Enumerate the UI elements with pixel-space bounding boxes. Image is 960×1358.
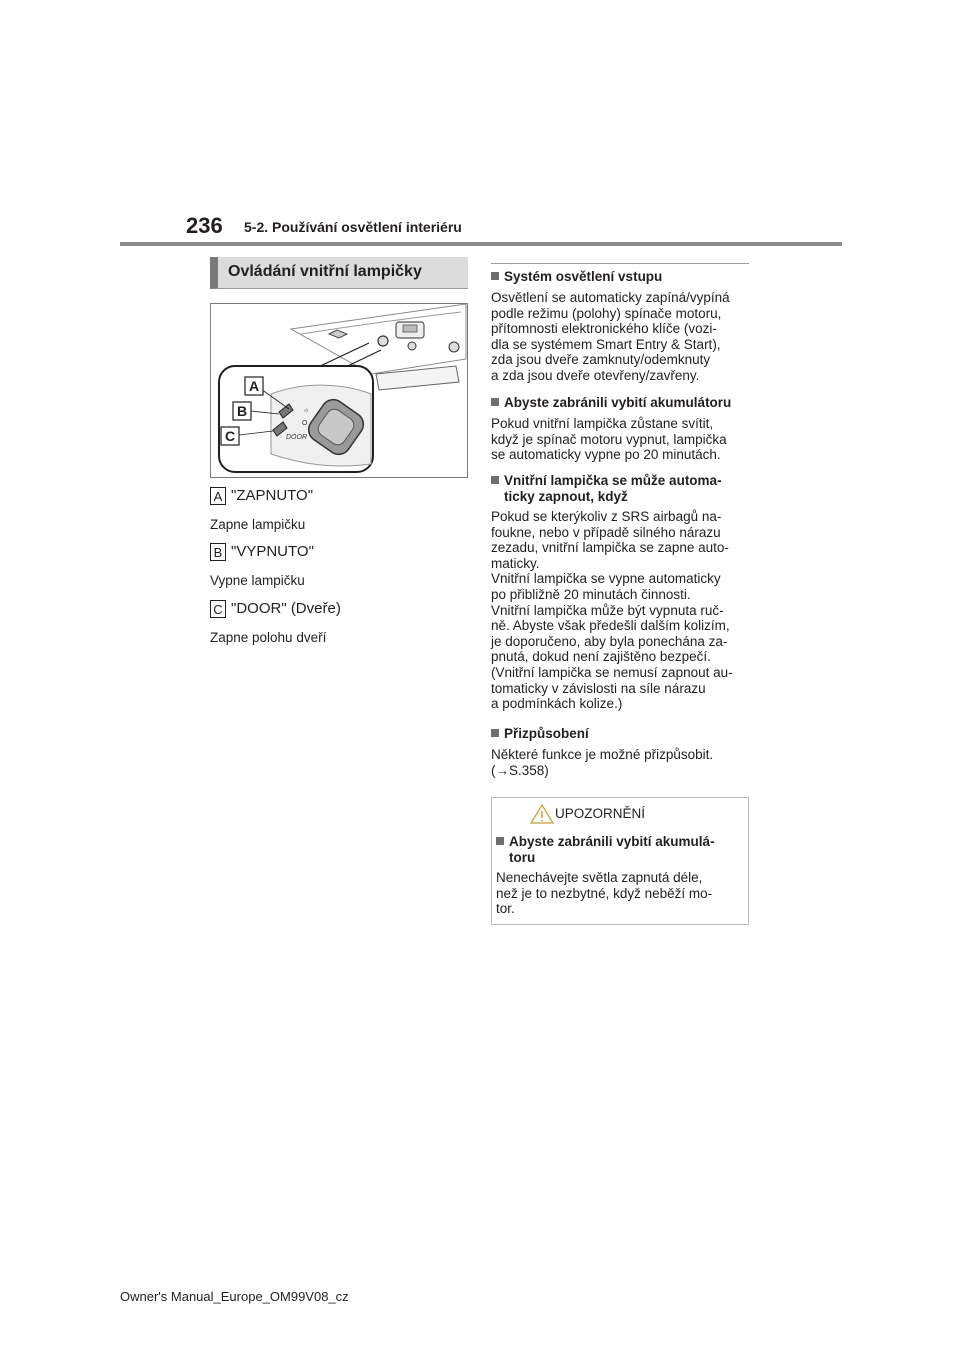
warning-triangle-icon bbox=[530, 804, 554, 824]
s2-body: Pokud vnitřní lampička zůstane svítit, když je spínač motoru vypnut, lampička se automaticky vypne po 20 minutách. bbox=[491, 416, 727, 463]
item-c-label: "DOOR" (Dveře) bbox=[231, 600, 341, 618]
warning-box bbox=[491, 797, 749, 925]
section-title: 5-2. Používání osvětlení interiéru bbox=[244, 219, 462, 235]
item-a-desc: Zapne lampičku bbox=[210, 517, 306, 532]
s4-title: Přizpůsobení bbox=[491, 726, 749, 742]
item-c-letter: C bbox=[210, 600, 226, 618]
bullet-square-icon bbox=[491, 272, 499, 280]
s1-body: Osvětlení se automaticky zapíná/vypíná podle režimu (polohy) spínače motoru, přítomnosti elektronického klíče (vozi- dla se systémem Smart Entry & Start), zda jsou dveře zamknuty/odemknuty a zda jsou dveře otevřeny/zavřeny. bbox=[491, 290, 730, 383]
s4-body: Některé funkce je možné přizpůsobit. (→S.358) bbox=[491, 747, 714, 778]
bullet-square-icon bbox=[491, 398, 499, 406]
interior-light-figure bbox=[210, 303, 468, 478]
warning-body: Nenechávejte světla zapnutá déle, než je to nezbytné, když neběží mo- tor. bbox=[496, 870, 713, 917]
warning-sub: Abyste zabránili vybití akumulá- toru bbox=[496, 834, 746, 865]
item-a-letter: A bbox=[210, 487, 226, 505]
item-b-letter: B bbox=[210, 543, 226, 561]
svg-text:O: O bbox=[302, 420, 308, 427]
item-a bbox=[210, 487, 313, 505]
bullet-square-icon bbox=[496, 837, 504, 845]
item-b-desc: Vypne lampičku bbox=[210, 573, 305, 588]
s3-body: Pokud se kterýkoliv z SRS airbagů na- foukne, nebo v případě silného nárazu zezadu, vnitřní lampička se zapne auto- maticky. Vnitřní lampička se vypne automaticky po přibližně 20 minutách činnosti. Vnitřní lampička může být vypnuta ruč- ně. Abyste však předešli dalším kolizím, je doporučeno, aby byla ponechána za- pnutá, dokud není zajištěno bezpečí. (Vnitřní lampička se nemusí zapnout au- tomaticky v závislosti na síle nárazu a podmínkách kolize.) bbox=[491, 509, 733, 712]
page-number: 236 bbox=[186, 213, 223, 238]
svg-text:☼: ☼ bbox=[303, 407, 310, 414]
item-a-label: "ZAPNUTO" bbox=[231, 487, 314, 505]
section-heading bbox=[210, 257, 468, 289]
figure-label-b: B bbox=[236, 403, 248, 419]
s2-title: Abyste zabránili vybití akumulátoru bbox=[491, 395, 749, 411]
s1-title: Systém osvětlení vstupu bbox=[491, 269, 749, 285]
column-rule bbox=[491, 263, 749, 264]
bullet-square-icon bbox=[491, 476, 499, 484]
door-text: DOOR bbox=[286, 434, 307, 441]
header-rule bbox=[120, 242, 842, 246]
item-b bbox=[210, 543, 314, 561]
bullet-square-icon bbox=[491, 729, 499, 737]
item-b-label: "VYPNUTO" bbox=[231, 543, 314, 561]
interior-light-illustration bbox=[211, 304, 467, 477]
heading-text: Ovládání vnitřní lampičky bbox=[228, 263, 422, 280]
s3-title: Vnitřní lampička se může automa- ticky zapnout, když bbox=[491, 473, 749, 504]
item-c bbox=[210, 600, 341, 618]
figure-label-a: A bbox=[248, 378, 260, 394]
footer-text: Owner's Manual_Europe_OM99V08_cz bbox=[120, 1289, 349, 1304]
warning-title: UPOZORNĚNÍ bbox=[555, 806, 646, 821]
figure-label-c: C bbox=[224, 428, 236, 444]
item-c-desc: Zapne polohu dveří bbox=[210, 630, 327, 645]
